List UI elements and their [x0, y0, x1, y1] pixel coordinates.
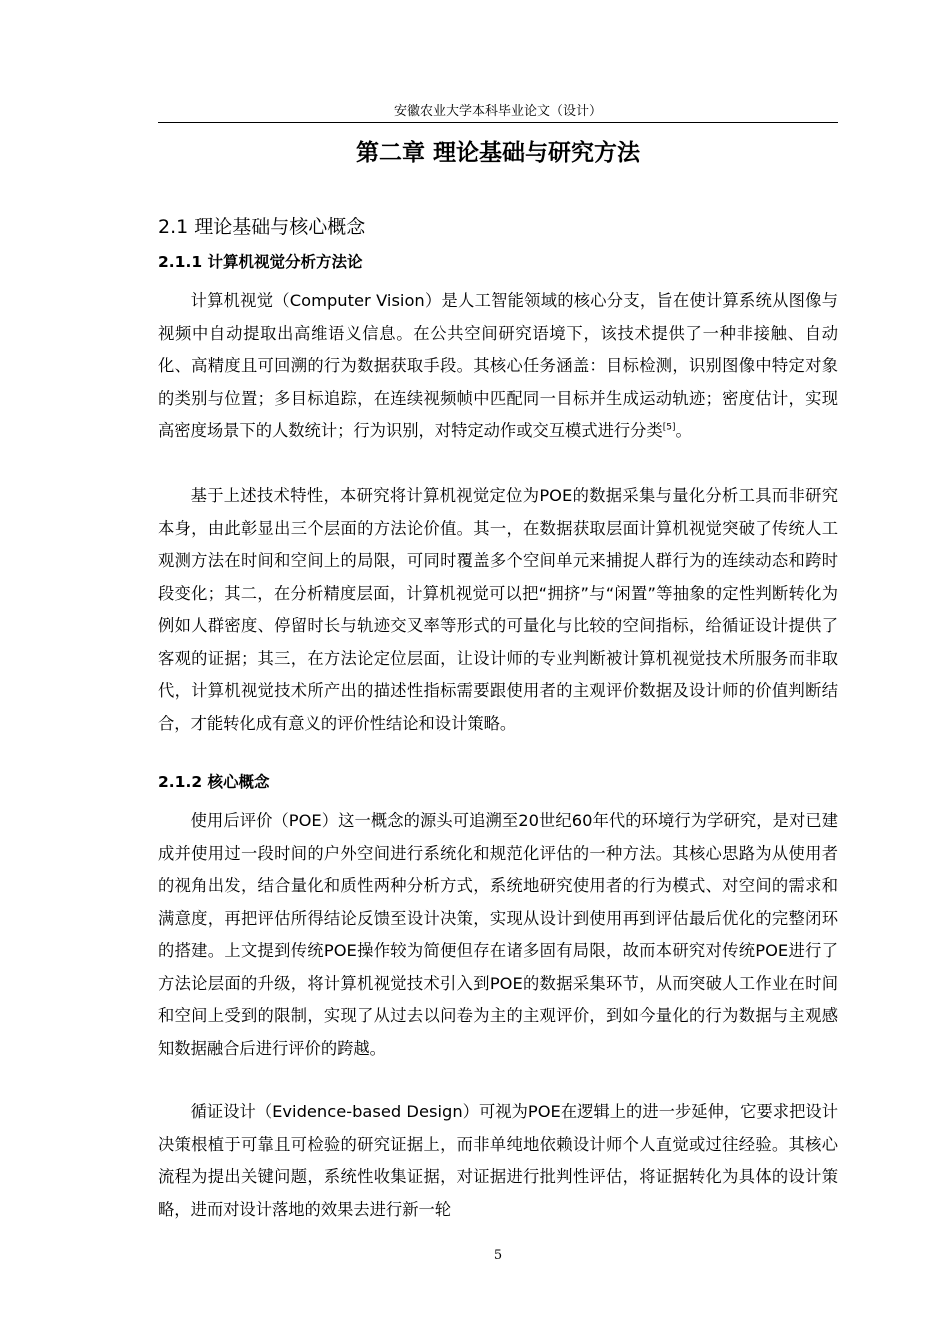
paragraph-text: 计算机视觉（Computer Vision）是人工智能领域的核心分支，旨在使计算系统从图像与视频中自动提取出高维语义信息。在公共空间研究语境下，该技术提供了一种非接触、自动化、高精度且可回溯的行为数据获取手段。其核心任务涵盖：目标检测，识别图像中特定对象的类别与位置；多目标追踪，在连续视频帧中匹配同一目标并生成运动轨迹；密度估计，实现高密度场景下的人数统计；行为识别，对特定动作或交互模式进行分类: [158, 291, 838, 440]
paragraph-computer-vision: [158, 285, 838, 448]
paragraph-end: 。: [675, 421, 692, 440]
paragraph-evidence-based-design: 循证设计（Evidence-based Design）可视为POE在逻辑上的进一步延伸，它要求把设计决策根植于可靠且可检验的研究证据上，而非单纯地依赖设计师个人直觉或过往经验。其核心流程为提出关键问题，系统性收集证据，对证据进行批判性评估，将证据转化为具体的设计策略，进而对设计落地的效果去进行新一轮: [158, 1102, 838, 1219]
running-header: 安徽农业大学本科毕业论文（设计）: [393, 104, 602, 119]
subsection-heading-2-1-1: 2.1.1 计算机视觉分析方法论: [158, 253, 363, 271]
subsection-heading-2-1-2: 2.1.2 核心概念: [158, 773, 270, 791]
paragraph-methodology-value: 基于上述技术特性，本研究将计算机视觉定位为POE的数据采集与量化分析工具而非研究本身，由此彰显出三个层面的方法论价值。其一，在数据获取层面计算机视觉突破了传统人工观测方法在时间和空间上的局限，可同时覆盖多个空间单元来捕捉人群行为的连续动态和跨时段变化；其二，在分析精度层面，计算机视觉可以把“拥挤”与“闲置”等抽象的定性判断转化为例如人群密度、停留时长与轨迹交叉率等形式的可量化与比较的空间指标，给循证设计提供了客观的证据；其三，在方法论定位层面，让设计师的专业判断被计算机视觉技术所服务而非取代，计算机视觉技术所产出的描述性指标需要跟使用者的主观评价数据及设计师的价值判断结合，才能转化成有意义的评价性结论和设计策略。: [158, 486, 838, 733]
header-rule: [158, 122, 838, 123]
page-number: 5: [493, 1248, 503, 1263]
section-heading-2-1: 2.1 理论基础与核心概念: [158, 216, 366, 238]
chapter-title: 第二章 理论基础与研究方法: [355, 140, 640, 166]
paragraph-poe: 使用后评价（POE）这一概念的源头可追溯至20世纪60年代的环境行为学研究，是对已建成并使用过一段时间的户外空间进行系统化和规范化评估的一种方法。其核心思路为从使用者的视角出发，结合量化和质性两种分析方式，系统地研究使用者的行为模式、对空间的需求和满意度，再把评估所得结论反馈至设计决策，实现从设计到使用再到评估最后优化的完整闭环的搭建。上文提到传统POE操作较为简便但存在诸多固有局限，故而本研究对传统POE进行了方法论层面的升级，将计算机视觉技术引入到POE的数据采集环节，从而突破人工作业在时间和空间上受到的限制，实现了从过去以问卷为主的主观评价，到如今量化的行为数据与主观感知数据融合后进行评价的跨越。: [158, 811, 838, 1058]
citation: [5]: [662, 422, 676, 433]
